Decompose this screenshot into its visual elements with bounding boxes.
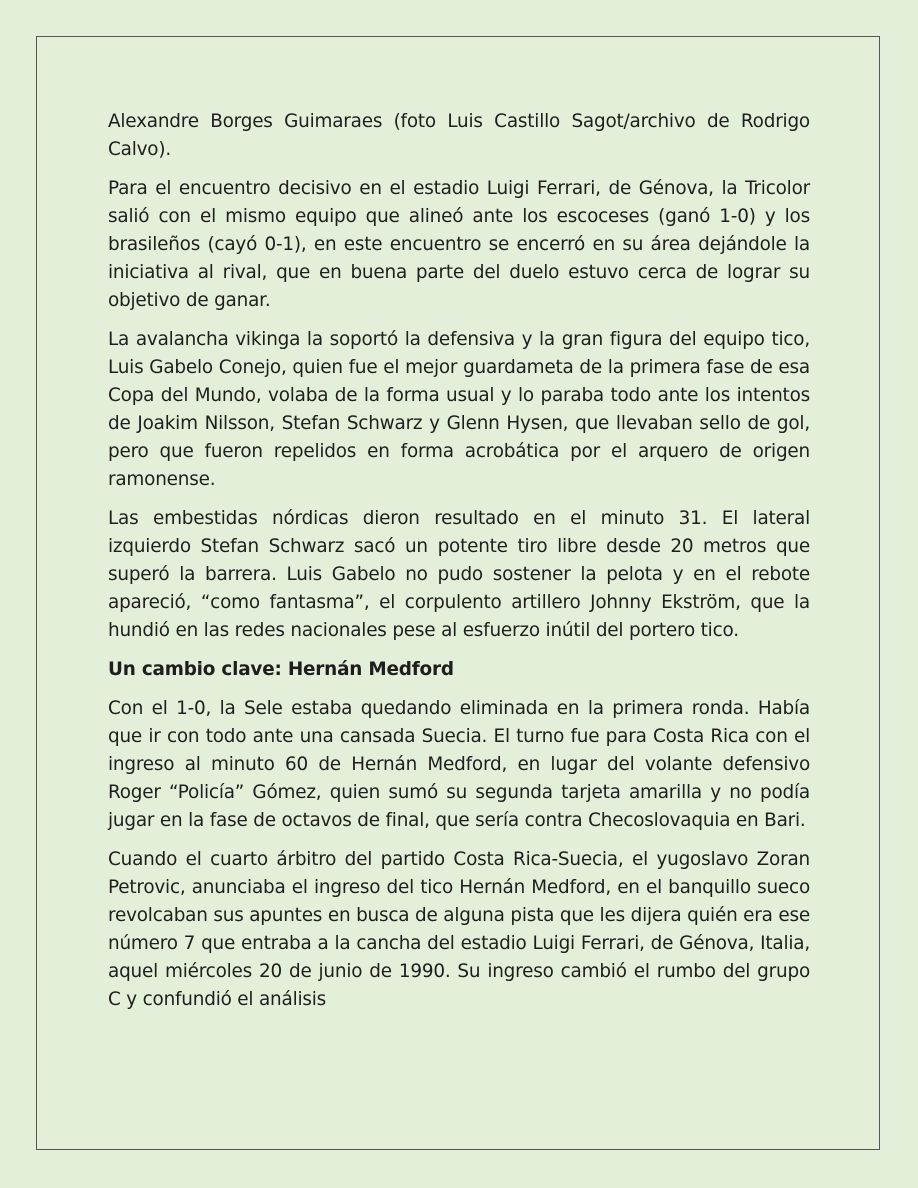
- article-paragraph: La avalancha vikinga la soportó la defensiva y la gran figura del equipo tico, Luis Gabelo Conejo, quien fue el mejor guardameta de la primera fase de esa Copa del Mundo, volaba de la forma usual y lo paraba todo ante los intentos de Joakim Nilsson, Stefan Schwarz y Glenn Hysen, que llevaban sello de gol, pero que fueron repelidos en forma acrobática por el arquero de origen ramonense.: [108, 329, 810, 490]
- article-paragraph: Con el 1-0, la Sele estaba quedando eliminada en la primera ronda. Había que ir con todo ante una cansada Suecia. El turno fue para Costa Rica con el ingreso al minuto 60 de Hernán Medford, en lugar del volante defensivo Roger “Policía” Gómez, quien sumó su segunda tarjeta amarilla y no podía jugar en la fase de octavos de final, que sería contra Checoslovaquia en Bari.: [108, 698, 810, 831]
- section-heading: Un cambio clave: Hernán Medford: [108, 659, 454, 680]
- article-paragraph: Para el encuentro decisivo en el estadio Luigi Ferrari, de Génova, la Tricolor salió con el mismo equipo que alineó ante los escoceses (ganó 1-0) y los brasileños (cayó 0-1), en este encuentro se encerró en su área dejándole la iniciativa al rival, que en buena parte del duelo estuvo cerca de lograr su objetivo de ganar.: [108, 178, 810, 311]
- article-paragraph: Cuando el cuarto árbitro del partido Costa Rica-Suecia, el yugoslavo Zoran Petrovic, anunciaba el ingreso del tico Hernán Medford, en el banquillo sueco revolcaban sus apuntes en busca de alguna pista que les dijera quién era ese número 7 que entraba a la cancha del estadio Luigi Ferrari, de Génova, Italia, aquel miércoles 20 de junio de 1990. Su ingreso cambió el rumbo del grupo C y confundió el análisis: [108, 849, 810, 1010]
- article-paragraph: Las embestidas nórdicas dieron resultado en el minuto 31. El lateral izquierdo Stefan Schwarz sacó un potente tiro libre desde 20 metros que superó la barrera. Luis Gabelo no pudo sostener la pelota y en el rebote apareció, “como fantasma”, el corpulento artillero Johnny Ekström, que la hundió en las redes nacionales pese al esfuerzo inútil del portero tico.: [108, 508, 810, 641]
- photo-caption: Alexandre Borges Guimaraes (foto Luis Castillo Sagot/archivo de Rodrigo Calvo).: [108, 111, 810, 160]
- article-body: [108, 108, 810, 1025]
